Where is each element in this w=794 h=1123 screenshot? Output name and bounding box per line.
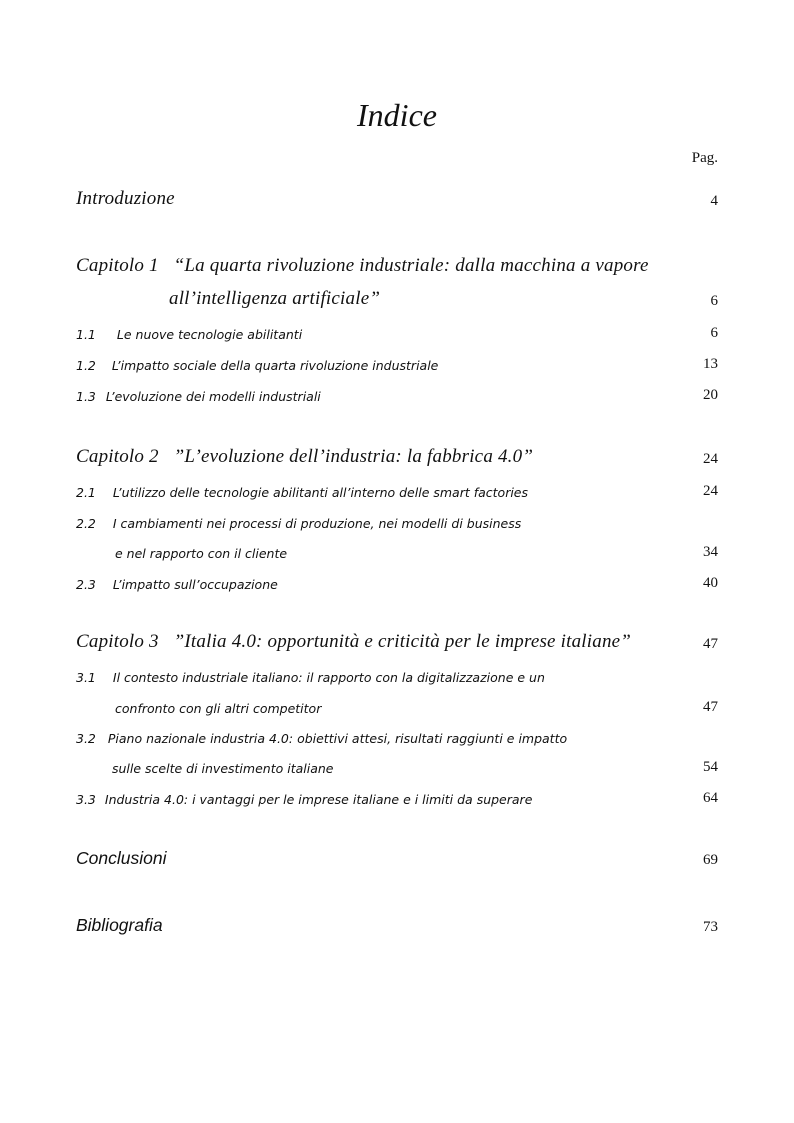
section-number: 2.3 <box>76 577 96 592</box>
section-number: 2.1 <box>76 485 96 500</box>
toc-section-3-3[interactable] <box>76 783 718 809</box>
toc-entry-page: 13 <box>703 356 718 372</box>
toc-entry-page: 47 <box>703 699 718 715</box>
chapter-title: ”Italia 4.0: opportunità e criticità per le imprese italiane” <box>173 631 632 652</box>
section-number: 3.3 <box>76 792 96 807</box>
section-title-line2: e nel rapporto con il cliente <box>115 546 288 561</box>
toc-entry-page: 20 <box>703 387 718 403</box>
section-title-line2: sulle scelte di investimento italiane <box>112 761 334 776</box>
section-number: 3.2 <box>76 731 96 746</box>
toc-section-2-1[interactable] <box>76 476 718 502</box>
section-number: 3.1 <box>76 670 96 685</box>
toc-chapter-2[interactable] <box>76 444 718 470</box>
chapter-label: Capitolo 1 <box>76 255 159 276</box>
section-number: 1.3 <box>76 389 96 404</box>
section-title-line2: confronto con gli altri competitor <box>115 701 322 716</box>
section-title: Industria 4.0: i vantaggi per le imprese italiane e i limiti da superare <box>104 792 533 807</box>
section-number: 1.2 <box>76 358 96 373</box>
chapter-title: ”L’evoluzione dell’industria: la fabbrica 4.0” <box>173 446 534 467</box>
toc-section-1-2[interactable] <box>76 349 718 375</box>
toc-entry-page: 24 <box>703 483 718 499</box>
toc-entry-page: 69 <box>703 852 718 868</box>
section-title-line1: Il contesto industriale italiano: il rapporto con la digitalizzazione e un <box>112 670 545 685</box>
toc-entry-label: Introduzione <box>76 188 175 209</box>
section-title-line1: Piano nazionale industria 4.0: obiettivi attesi, risultati raggiunti e impatto <box>107 731 568 746</box>
toc-section-2-2[interactable] <box>76 507 718 533</box>
toc-entry-bibliografia[interactable] <box>76 912 718 938</box>
toc-section-2-3[interactable] <box>76 568 718 594</box>
toc-section-1-3[interactable] <box>76 380 718 406</box>
toc-chapter-3[interactable] <box>76 629 718 655</box>
toc-section-3-1[interactable] <box>76 661 718 687</box>
toc-section-3-1-line2[interactable] <box>76 692 718 718</box>
section-title: Le nuove tecnologie abilitanti <box>116 327 303 342</box>
toc-entry-page: 4 <box>710 193 718 209</box>
toc-entry-page: 47 <box>703 636 718 652</box>
section-number: 2.2 <box>76 516 96 531</box>
toc-entry-page: 34 <box>703 544 718 560</box>
toc-chapter-1-line2[interactable] <box>76 286 718 312</box>
chapter-label: Capitolo 2 <box>76 446 159 467</box>
page-title: Indice <box>357 97 437 133</box>
toc-entry-conclusioni[interactable] <box>76 845 718 871</box>
toc-entry-label: Bibliografia <box>76 915 163 935</box>
chapter-title-line2: all’intelligenza artificiale” <box>169 288 381 309</box>
toc-section-2-2-line2[interactable] <box>76 537 718 563</box>
section-title: L’utilizzo delle tecnologie abilitanti all’interno delle smart factories <box>112 485 529 500</box>
toc-section-3-2-line2[interactable] <box>76 752 718 778</box>
section-title: L’impatto sociale della quarta rivoluzione industriale <box>111 358 439 373</box>
toc-section-1-1[interactable] <box>76 318 718 344</box>
page-column-header: Pag. <box>691 150 718 166</box>
toc-entry-page: 64 <box>703 790 718 806</box>
section-title: L’impatto sull’occupazione <box>112 577 278 592</box>
section-title: L’evoluzione dei modelli industriali <box>105 389 321 404</box>
toc-chapter-1[interactable] <box>76 253 718 279</box>
chapter-title-line1: “La quarta rivoluzione industriale: dalla macchina a vapore <box>173 255 649 276</box>
toc-entry-introduzione[interactable] <box>76 186 718 212</box>
toc-section-3-2[interactable] <box>76 722 718 748</box>
toc-entry-page: 40 <box>703 575 718 591</box>
section-title-line1: I cambiamenti nei processi di produzione, nei modelli di business <box>112 516 522 531</box>
toc-entry-page: 54 <box>703 759 718 775</box>
toc-entry-page: 6 <box>710 293 718 309</box>
toc-entry-page: 6 <box>710 325 718 341</box>
toc-entry-page: 73 <box>703 919 718 935</box>
toc-entry-label: Conclusioni <box>76 848 167 868</box>
toc-entry-page: 24 <box>703 451 718 467</box>
section-number: 1.1 <box>76 327 96 342</box>
chapter-label: Capitolo 3 <box>76 631 159 652</box>
